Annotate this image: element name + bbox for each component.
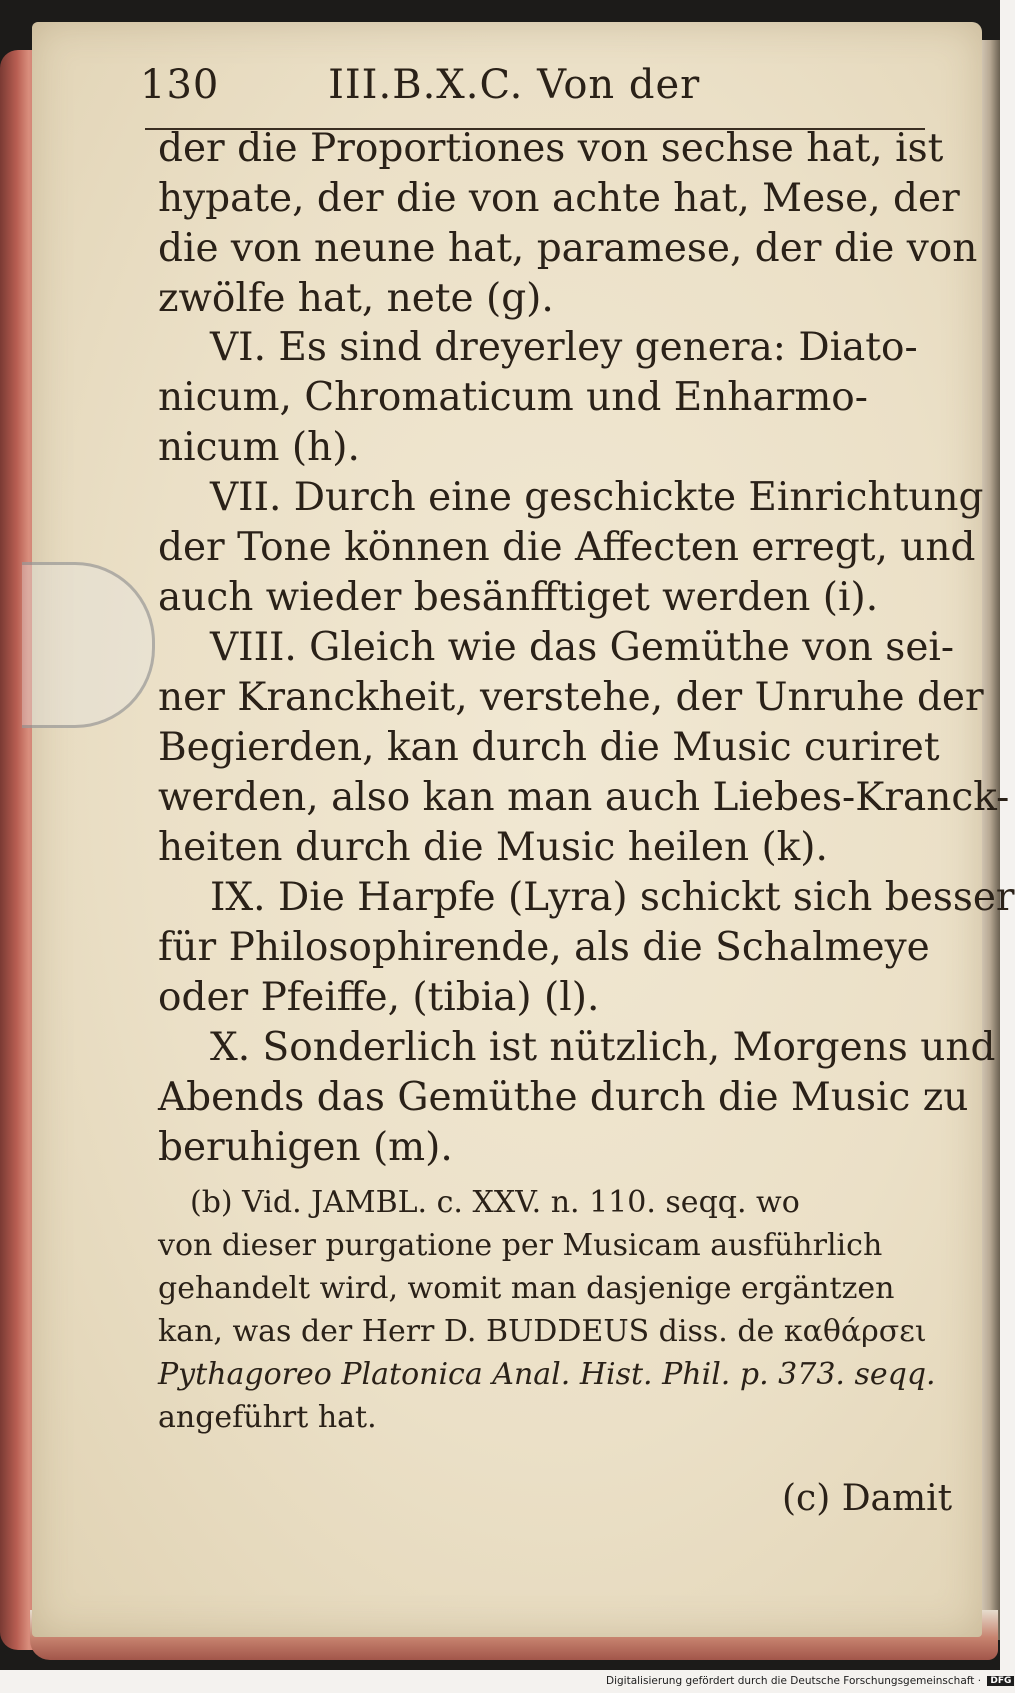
body-line: nicum, Chromaticum und Enharmo-	[158, 375, 868, 420]
body-line: ner Kranckheit, verstehe, der Unruhe der	[158, 675, 984, 720]
credit-text: Digitalisierung gefördert durch die Deutsche Forschungsgemeinschaft ·	[606, 1675, 982, 1687]
body-line: nicum (h).	[158, 425, 360, 470]
footnote-line: angeführt hat.	[158, 1400, 377, 1435]
body-line: Begierden, kan durch die Music curiret	[158, 725, 940, 770]
body-line: der Tone können die Affecten erregt, und	[158, 525, 976, 570]
body-line: für Philosophirende, als die Schalmeye	[158, 925, 930, 970]
running-head	[140, 62, 700, 108]
body-line: die von neune hat, paramese, der die von	[158, 226, 978, 271]
footnote-line: von dieser purgatione per Musicam ausführlich	[158, 1228, 883, 1263]
body-line: werden, also kan man auch Liebes-Kranck-	[158, 775, 1010, 820]
footnote-line: kan, was der Herr D. BUDDEUS diss. de καθάρσει	[158, 1314, 927, 1349]
page-clip	[22, 562, 155, 728]
footnote-line: gehandelt wird, womit man dasjenige ergäntzen	[158, 1271, 895, 1306]
body-line: beruhigen (m).	[158, 1125, 453, 1170]
catchword: (c) Damit	[782, 1478, 953, 1519]
body-line: VI. Es sind dreyerley genera: Diato-	[210, 325, 918, 370]
dfg-logo: DFG	[987, 1676, 1014, 1686]
body-line: IX. Die Harpfe (Lyra) schickt sich besser	[210, 875, 1015, 920]
body-line: heiten durch die Music heilen (k).	[158, 825, 828, 870]
body-line: VIII. Gleich wie das Gemüthe von sei-	[210, 625, 955, 670]
page-number: 130	[140, 62, 220, 108]
running-title: III.B.X.C. Von der	[328, 62, 701, 108]
body-line: oder Pfeiffe, (tibia) (l).	[158, 975, 600, 1020]
body-line: VII. Durch eine geschickte Einrichtung	[210, 475, 984, 520]
body-line: zwölfe hat, nete (g).	[158, 276, 554, 321]
footnote-line: (b) Vid. JAMBL. c. XXV. n. 110. seqq. wo	[190, 1185, 800, 1220]
body-line: hypate, der die von achte hat, Mese, der	[158, 176, 960, 221]
body-line: auch wieder besänfftiget werden (i).	[158, 575, 879, 620]
digitization-credit	[606, 1675, 1014, 1687]
body-line: Abends das Gemüthe durch die Music zu	[158, 1075, 969, 1120]
body-line: X. Sonderlich ist nützlich, Morgens und	[210, 1025, 996, 1070]
body-line: der die Proportiones von sechse hat, ist	[158, 126, 944, 171]
footnote-line: Pythagoreo Platonica Anal. Hist. Phil. p. 373. seqq.	[158, 1357, 936, 1392]
